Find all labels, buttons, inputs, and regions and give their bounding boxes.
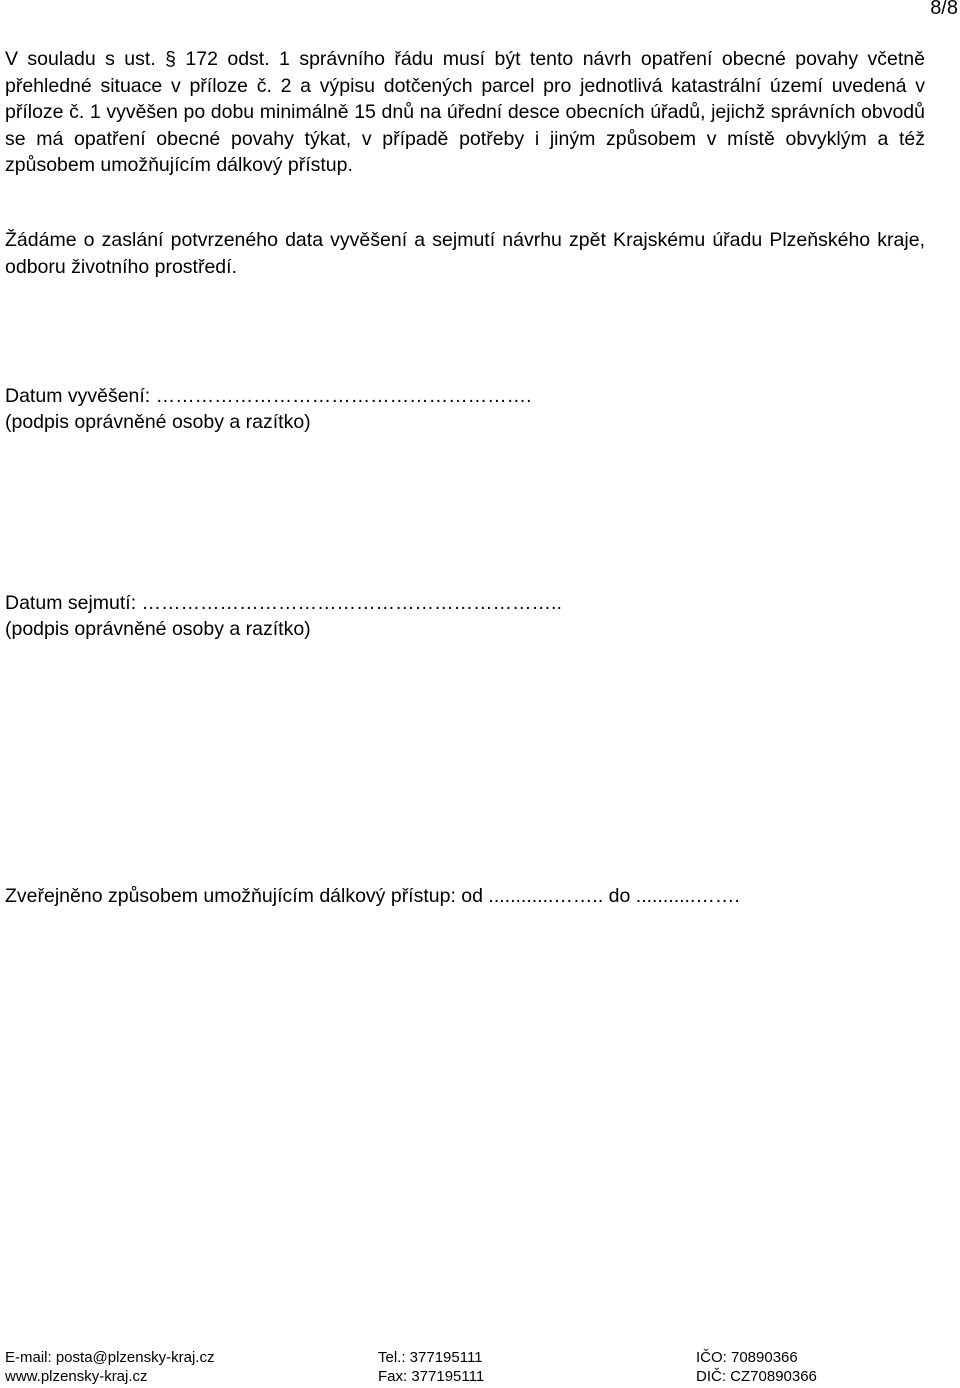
footer-ico: IČO: 70890366 [696, 1349, 798, 1366]
footer-website: www.plzensky-kraj.cz [5, 1368, 148, 1385]
footer-fax: Fax: 377195111 [378, 1368, 485, 1385]
date-removed-field: Datum sejmutí: ……………………………………………………….. [5, 592, 562, 614]
footer-email: E-mail: posta@plzensky-kraj.cz [5, 1349, 215, 1366]
signature-note-posted: (podpis oprávněné osoby a razítko) [5, 411, 311, 433]
paragraph-publication-requirement: V souladu s ust. § 172 odst. 1 správního řádu musí být tento návrh opatření obecné povahy včetně přehledné situace v příloze č. 2 a výpisu dotčených parcel pro jednotlivá katastrální území uvedená v příloze č. 1 vyvěšen po dobu minimálně 15 dnů na úřední desce obecních úřadů, jejichž správních obvodů se má opatření obecné povahy týkat, v případě potřeby i jiným způsobem v místě obvyklým a též způsobem umožňujícím dálkový přístup. [5, 48, 925, 176]
page-footer [5, 1348, 955, 1388]
signature-note-removed: (podpis oprávněné osoby a razítko) [5, 618, 311, 640]
footer-telephone: Tel.: 377195111 [378, 1349, 483, 1366]
footer-phone-column [378, 1348, 484, 1386]
footer-id-column [696, 1348, 817, 1386]
footer-dic: DIČ: CZ70890366 [696, 1368, 817, 1385]
remote-access-publication-field: Zveřejněno způsobem umožňujícím dálkový přístup: od ............…….. do ...........……. [5, 885, 740, 907]
paragraph-request: Žádáme o zaslání potvrzeného data vyvěšení a sejmutí návrhu zpět Krajskému úřadu Plzeňského kraje, odboru životního prostředí. [5, 229, 925, 278]
footer-contact-column [5, 1348, 214, 1386]
date-posted-field: Datum vyvěšení: …………………………………………………. [5, 385, 532, 407]
page-number: 8/8 [930, 0, 958, 19]
